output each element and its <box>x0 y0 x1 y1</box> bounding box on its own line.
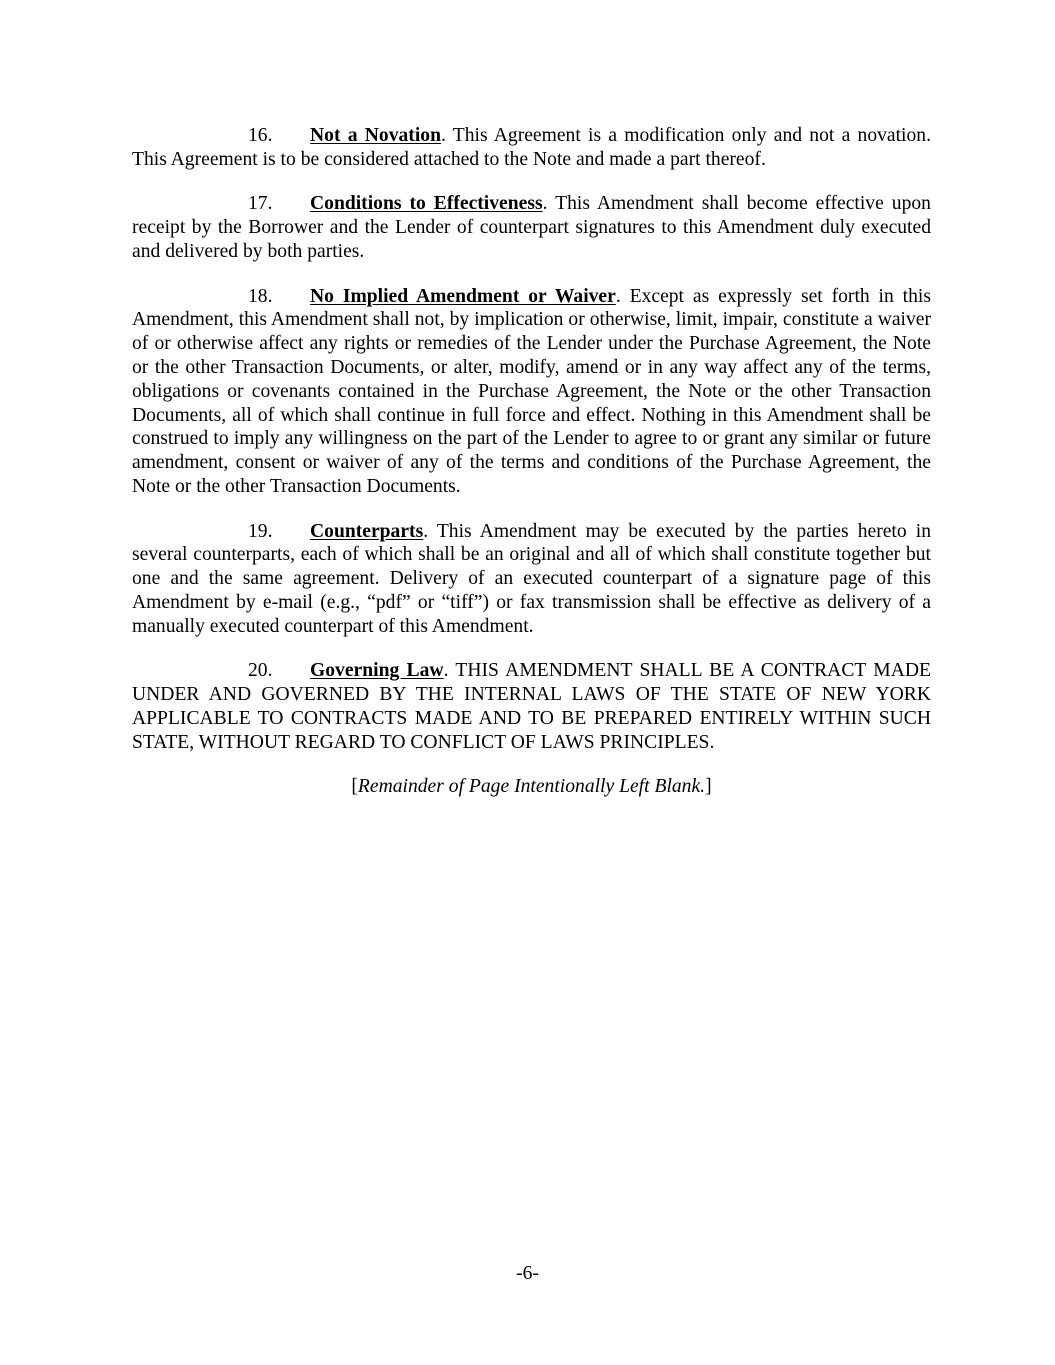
close-bracket: ] <box>705 776 712 798</box>
section-heading: Governing Law <box>310 660 444 682</box>
open-bracket: [ <box>351 776 358 798</box>
section-body: . THIS AMENDMENT SHALL BE A CONTRACT MADE UNDER AND GOVERNED BY THE INTERNAL LAWS OF THE STATE OF NEW YORK APPLICABLE TO CONTRACTS MADE AND TO BE PREPARED ENTIRELY WITHIN SUCH STATE, WITHOUT REGARD TO CONFLICT OF LAWS PRINCIPLES. <box>132 660 931 753</box>
section-heading: Counterparts <box>310 520 424 542</box>
section-16 <box>132 124 931 172</box>
document-body <box>132 124 931 819</box>
section-number: 17. <box>248 193 273 215</box>
section-body: . This Agreement is a modification only and not a novation. This Agreement is to be considered attached to the Note and made a part thereof. <box>132 125 931 170</box>
section-19 <box>132 520 931 639</box>
section-number: 19. <box>248 520 273 542</box>
section-heading: No Implied Amendment or Waiver <box>310 285 616 307</box>
section-body: . Except as expressly set forth in this Amendment, this Amendment shall not, by implication or otherwise, limit, impair, constitute a waiver of or otherwise affect any rights or remedies of the Lender under the Purchase Agreement, the Note or the other Transaction Documents, or alter, modify, amend or in any way affect any of the terms, obligations or covenants contained in the Purchase Agreement, the Note or the other Transaction Documents, all of which shall continue in full force and effect. Nothing in this Amendment shall be construed to imply any willingness on the part of the Lender to agree to or grant any similar or future amendment, consent or waiver of any of the terms and conditions of the Purchase Agreement, the Note or the other Transaction Documents. <box>132 285 931 497</box>
section-20 <box>132 659 931 754</box>
remainder-text: Remainder of Page Intentionally Left Blank. <box>357 776 706 798</box>
section-number: 18. <box>248 285 273 307</box>
section-heading: Not a Novation <box>310 125 441 146</box>
section-number: 16. <box>248 125 273 146</box>
section-18 <box>132 285 931 499</box>
section-heading: Conditions to Effectiveness <box>310 193 543 215</box>
section-17 <box>132 192 931 263</box>
page-number: -6- <box>516 1263 539 1284</box>
remainder-blank-note <box>132 775 931 799</box>
section-body: . This Amendment may be executed by the parties hereto in several counterparts, each of which shall be an original and all of which shall constitute together but one and the same agreement. Delivery of an executed counterpart of a signature page of this Amendment by e-mail (e.g., “pdf” or “tiff”) or fax transmission shall be effective as delivery of a manually executed counterpart of this Amendment. <box>132 520 931 637</box>
section-number: 20. <box>248 660 273 682</box>
section-body: . This Amendment shall become effective upon receipt by the Borrower and the Lender of counterpart signatures to this Amendment duly executed and delivered by both parties. <box>132 193 931 262</box>
